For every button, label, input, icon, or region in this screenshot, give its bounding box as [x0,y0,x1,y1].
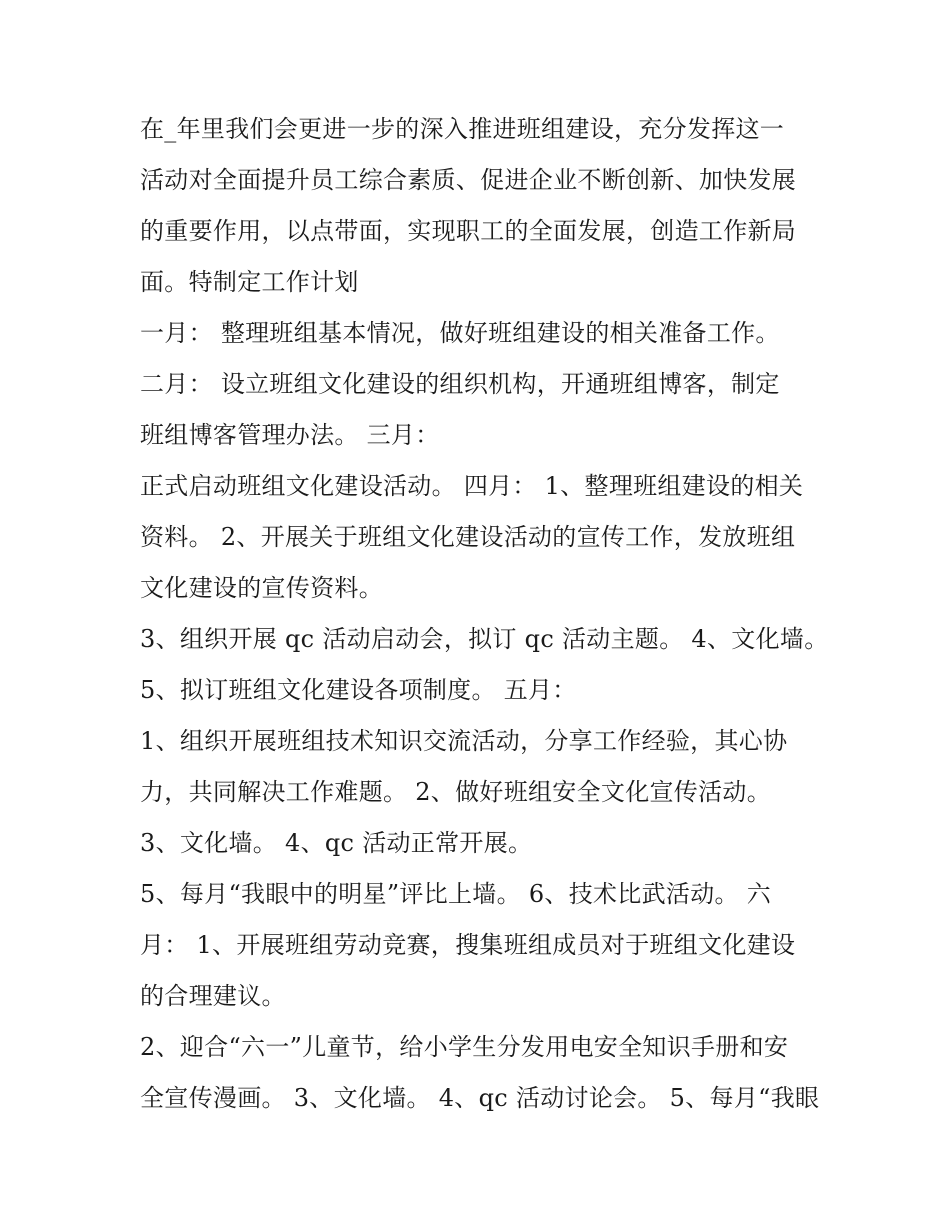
text-line: 3、文化墙。 4、qc 活动正常开展。 [140,829,533,857]
text-line: 月： 1、开展班组劳动竞赛，搜集班组成员对于班组文化建设 [140,931,796,959]
text-line: 资料。 2、开展关于班组文化建设活动的宣传工作，发放班组 [140,523,796,551]
text-line: 文化建设的宣传资料。 [140,574,383,602]
text-line: 全宣传漫画。 3、文化墙。 4、qc 活动讨论会。 5、每月“我眼 [140,1084,820,1112]
text-line: 1、组织开展班组技术知识交流活动，分享工作经验，其心协 [140,727,788,755]
document-body [140,104,829,1124]
text-line: 2、迎合“六一”儿童节，给小学生分发用电安全知识手册和安 [140,1033,789,1061]
text-line: 面。特制定工作计划 [140,268,359,296]
text-line: 正式启动班组文化建设活动。 四月： 1、整理班组建设的相关 [140,472,804,500]
text-line: 5、每月“我眼中的明星”评比上墙。 6、技术比武活动。 六 [140,880,772,908]
text-line: 的重要作用，以点带面，实现职工的全面发展，创造工作新局 [140,217,797,245]
text-line: 在_年里我们会更进一步的深入推进班组建设，充分发挥这一 [140,115,785,143]
text-line: 3、组织开展 qc 活动启动会，拟订 qc 活动主题。 4、文化墙。 [140,625,829,653]
text-line: 的合理建议。 [140,982,286,1010]
text-line: 班组博客管理办法。 三月： [140,421,440,449]
text-line: 一月： 整理班组基本情况，做好班组建设的相关准备工作。 [140,319,780,347]
text-line: 5、拟订班组文化建设各项制度。 五月： [140,676,577,704]
text-line: 活动对全面提升员工综合素质、促进企业不断创新、加快发展 [140,166,797,194]
text-line: 力，共同解决工作难题。 2、做好班组安全文化宣传活动。 [140,778,771,806]
text-line: 二月： 设立班组文化建设的组织机构，开通班组博客，制定 [140,370,780,398]
